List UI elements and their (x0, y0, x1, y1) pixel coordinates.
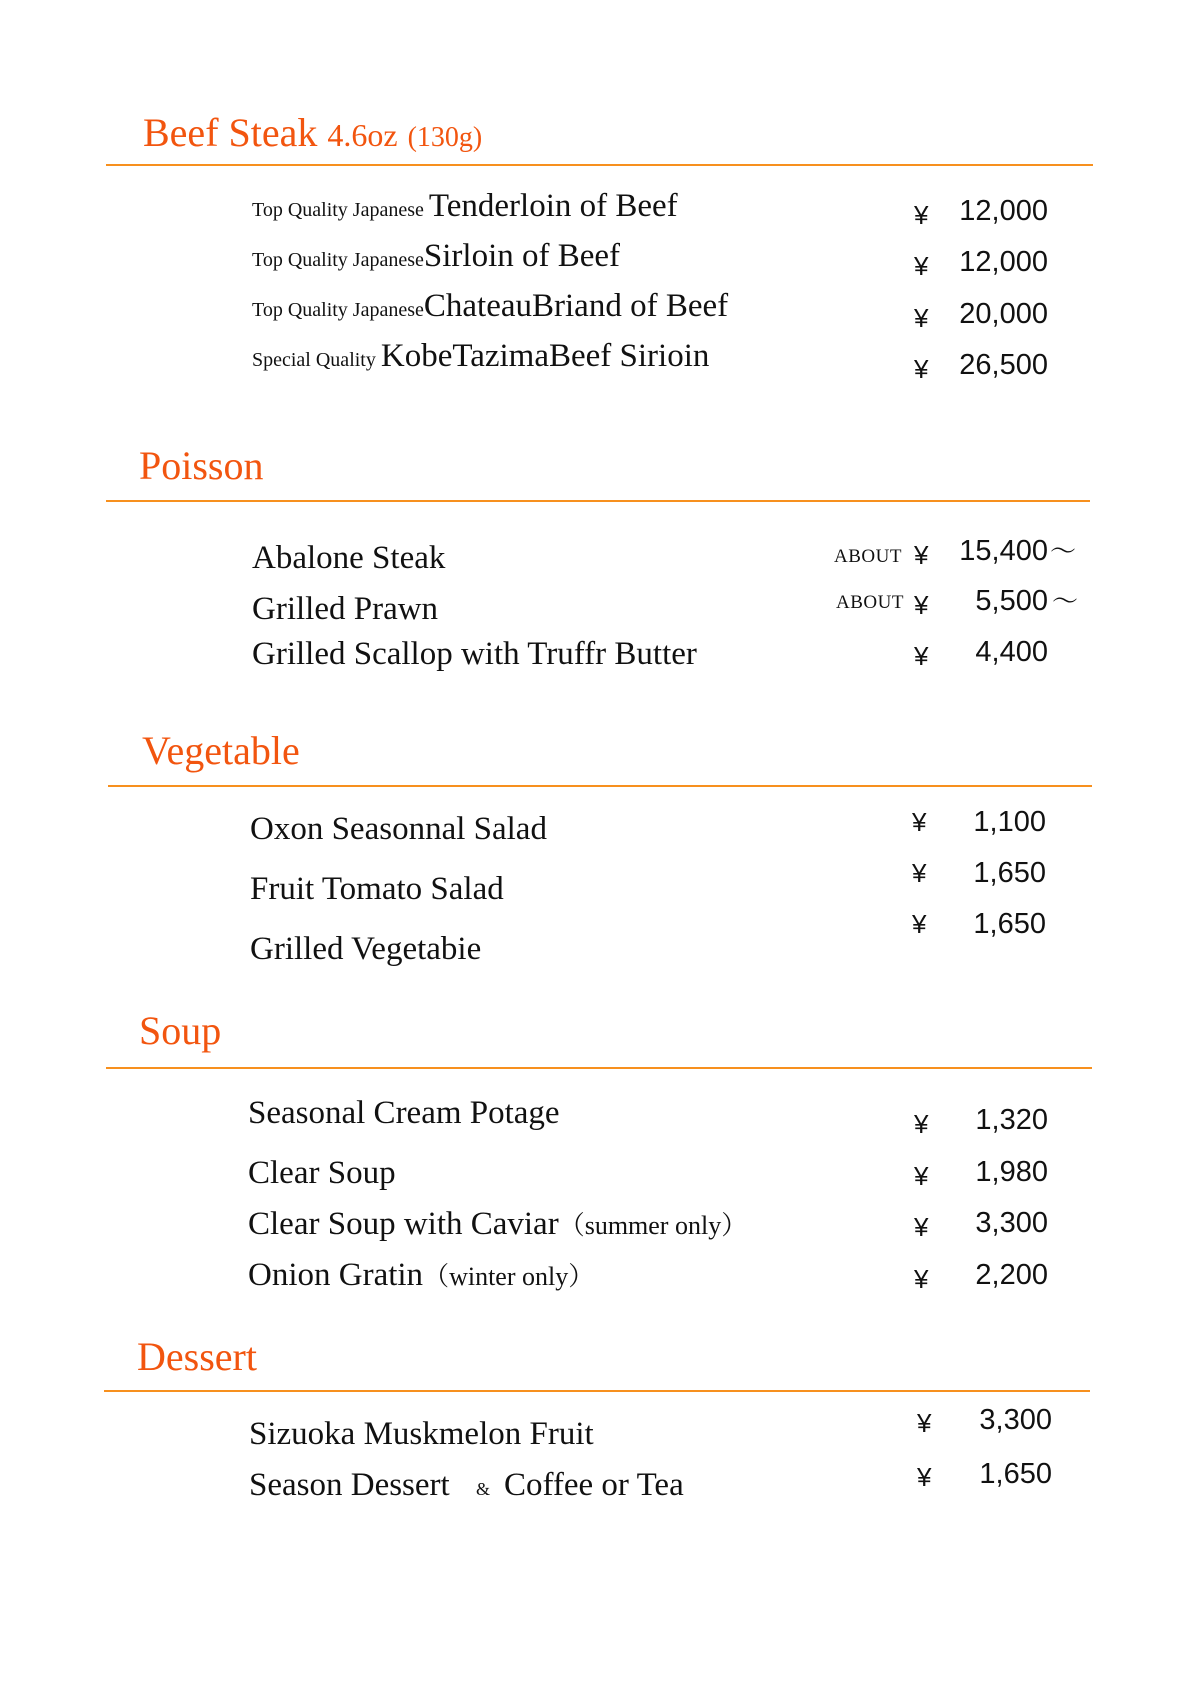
section-divider (104, 1390, 1090, 1392)
menu-item-clear-soup (248, 1157, 396, 1190)
about-label: ABOUT (834, 546, 902, 567)
section-title-soup (139, 1008, 222, 1053)
yen-icon: ¥ (914, 251, 929, 281)
menu-item-grilled-scallop (252, 638, 697, 671)
yen-icon: ¥ (914, 540, 929, 570)
item-name: Clear Soup (248, 1155, 396, 1191)
item-price: 1,650 (979, 1458, 1052, 1490)
menu-item-oxon-seasonnal-salad (250, 813, 547, 846)
section-title-weight: 4.6oz (327, 117, 398, 153)
menu-item-grilled-vegetabie (250, 933, 481, 966)
item-name: Clear Soup with Caviar (248, 1206, 559, 1242)
item-name: KobeTazimaBeef Sirioin (380, 338, 710, 374)
menu-item-kobe-tazima (252, 340, 709, 373)
item-prefix: Top Quality Japanese (252, 199, 429, 221)
menu-item-season-dessert-coffee-tea (249, 1469, 684, 1502)
item-name: Tenderloin of Beef (428, 188, 678, 224)
item-name: Oxon Seasonnal Salad (250, 811, 547, 847)
item-price: 1,650 (973, 908, 1046, 940)
range-icon: 〜 (1050, 536, 1077, 566)
item-name: Seasonal Cream Potage (248, 1095, 560, 1131)
section-title-vegetable (142, 728, 300, 773)
item-name: Season Dessert (249, 1467, 450, 1503)
section-divider (106, 1067, 1092, 1069)
item-price: 20,000 (959, 298, 1048, 330)
item-prefix: Top Quality Japanese (252, 299, 424, 321)
item-note: （summer only） (558, 1211, 748, 1240)
item-name-after: Coffee or Tea (503, 1467, 684, 1503)
yen-icon: ¥ (912, 909, 927, 939)
yen-icon: ¥ (914, 641, 929, 671)
item-price: 1,320 (975, 1104, 1048, 1136)
item-name: Abalone Steak (252, 540, 446, 576)
menu-item-tenderloin (252, 190, 678, 223)
yen-icon: ¥ (917, 1408, 932, 1438)
item-price: 26,500 (959, 349, 1048, 381)
item-name: Grilled Prawn (252, 591, 439, 627)
item-prefix: Top Quality Japanese (252, 249, 424, 271)
menu-item-sirloin (252, 240, 620, 273)
section-title-text: Poisson (139, 443, 264, 488)
yen-icon: ¥ (912, 807, 927, 837)
item-price: 1,650 (973, 857, 1046, 889)
section-title-dessert (137, 1334, 257, 1379)
menu-item-fruit-tomato-salad (250, 873, 504, 906)
menu-item-onion-gratin (248, 1259, 594, 1292)
item-price: 3,300 (979, 1404, 1052, 1436)
menu-item-clear-soup-with-caviar (248, 1208, 747, 1241)
item-price: 12,000 (959, 195, 1048, 227)
range-icon: 〜 (1052, 586, 1079, 616)
yen-icon: ¥ (914, 354, 929, 384)
section-title-text: Vegetable (142, 728, 300, 773)
section-divider (108, 785, 1092, 787)
yen-icon: ¥ (914, 1161, 929, 1191)
item-price: 1,980 (975, 1156, 1048, 1188)
item-price: 2,200 (975, 1259, 1048, 1291)
item-name: Fruit Tomato Salad (250, 871, 504, 907)
section-title-text: Soup (139, 1008, 222, 1053)
yen-icon: ¥ (912, 858, 927, 888)
section-title-text: Beef Steak (143, 110, 318, 155)
yen-icon: ¥ (914, 1109, 929, 1139)
item-price: 3,300 (975, 1207, 1048, 1239)
item-note: （winter only） (423, 1262, 595, 1291)
item-price: 4,400 (975, 636, 1048, 668)
menu-item-abalone-steak (252, 542, 445, 575)
section-divider (106, 500, 1090, 502)
yen-icon: ¥ (914, 200, 929, 230)
menu-item-chateaubriand (252, 290, 728, 323)
section-divider (106, 164, 1093, 166)
item-price: 5,500 (975, 585, 1048, 617)
yen-icon: ¥ (914, 1264, 929, 1294)
section-title-beef-steak (143, 110, 483, 155)
menu-item-seasonal-cream-potage (248, 1097, 560, 1130)
item-price: 15,400 (959, 535, 1048, 567)
item-name: Onion Gratin (248, 1257, 424, 1293)
section-title-text: Dessert (137, 1334, 257, 1379)
item-name: Sirloin of Beef (423, 238, 621, 274)
item-name: Grilled Scallop with Truffr Butter (252, 636, 697, 672)
item-name: ChateauBriand of Beef (423, 288, 729, 324)
item-price: 12,000 (959, 246, 1048, 278)
item-name: Grilled Vegetabie (250, 931, 482, 967)
about-label: ABOUT (836, 592, 904, 613)
item-name: Sizuoka Muskmelon Fruit (249, 1416, 594, 1452)
item-prefix: Special Quality (252, 349, 381, 371)
section-title-poisson (139, 443, 264, 488)
menu-item-sizuoka-muskmelon (249, 1418, 594, 1451)
yen-icon: ¥ (914, 303, 929, 333)
yen-icon: ¥ (917, 1462, 932, 1492)
section-title-grams: (130g) (407, 122, 483, 153)
item-price: 1,100 (973, 806, 1046, 838)
menu-item-grilled-prawn (252, 593, 438, 626)
yen-icon: ¥ (914, 1212, 929, 1242)
ampersand: & (475, 1479, 490, 1499)
yen-icon: ¥ (914, 590, 929, 620)
